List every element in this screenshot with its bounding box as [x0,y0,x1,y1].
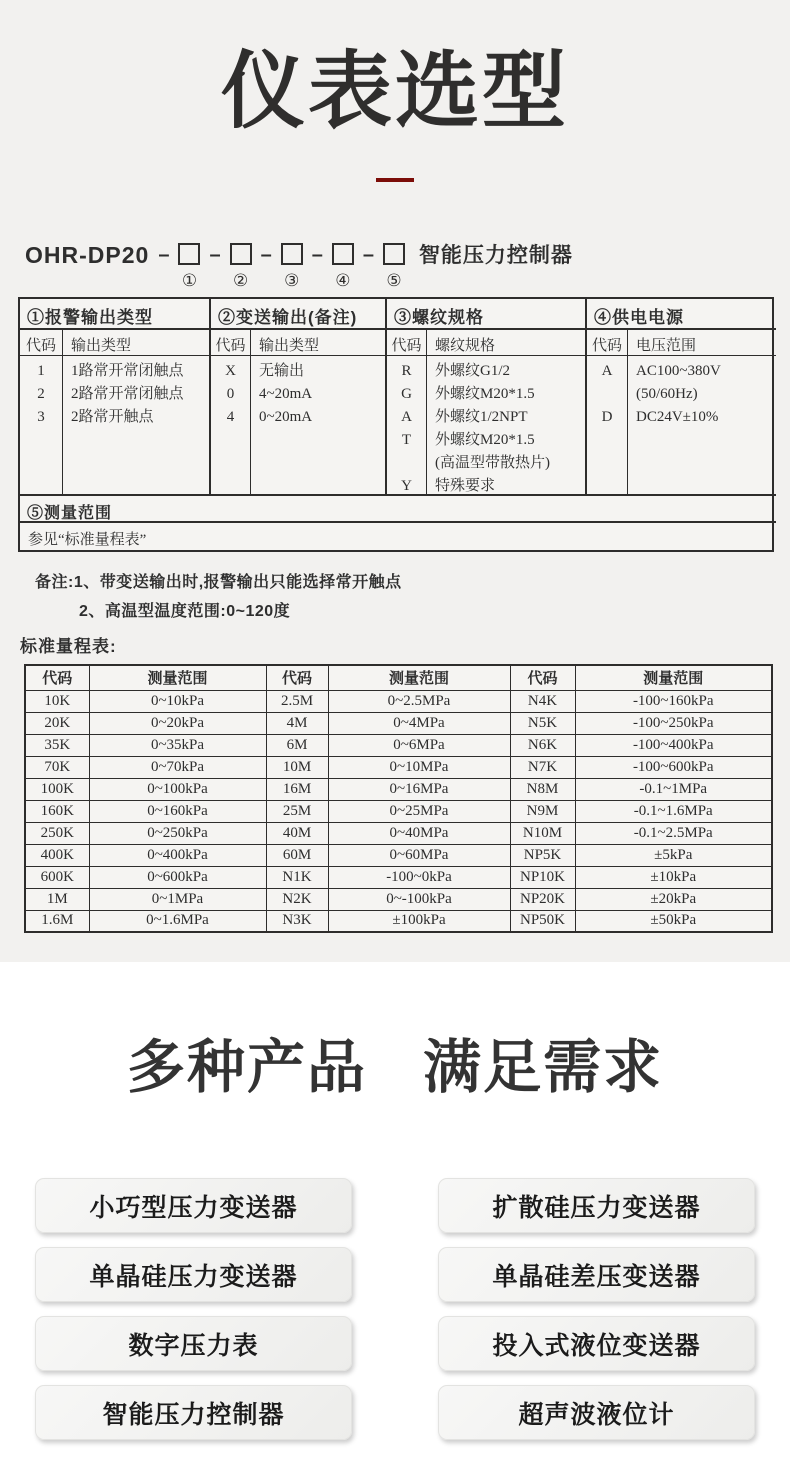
range-code-cell: 6M [266,734,328,756]
value-text: 外螺纹M20*1.5 [435,386,535,402]
product-button[interactable]: 扩散硅压力变送器 [438,1178,755,1233]
code-value: R [401,363,412,379]
range-table-row [25,712,772,734]
value-text: 外螺纹M20*1.5 [435,432,535,448]
range-code-cell: 1.6M [25,910,89,932]
value-text: 4~20mA [259,386,313,402]
product-grid [0,1178,790,1440]
range-value-cell: 0~-100kPa [328,888,510,910]
range-code-cell: N7K [510,756,575,778]
range-code-cell: N5K [510,712,575,734]
range-code-cell: 10K [25,690,89,712]
range-table-row [25,690,772,712]
code-value: X [225,363,236,379]
range-table-row [25,734,772,756]
products-heading-left: 多种产品 [126,1035,367,1100]
range-code-cell: NP10K [510,866,575,888]
note-line-1: 备注:1、带变送输出时,报警输出只能选择常开触点 [35,574,402,591]
model-code-box [281,243,303,265]
model-dash: – [311,244,323,266]
value-text: 外螺纹1/2NPT [435,409,528,425]
code-value: A [601,363,613,379]
range-value-cell: 0~20kPa [89,712,266,734]
range-code-cell: N3K [266,910,328,932]
value-text: AC100~380V [636,363,721,379]
range-code-cell: 60M [266,844,328,866]
note-line-2: 2、高温型温度范围:0~120度 [79,603,291,620]
subheader-code: 代码 [20,328,62,355]
range-table-row [25,910,772,932]
model-dash: – [209,244,221,266]
range-value-cell: ±50kPa [575,910,772,932]
subheader-code: 代码 [209,328,250,355]
range-table-header-cell: 代码 [510,665,575,690]
range-value-cell: -100~0kPa [328,866,510,888]
code-value [587,383,627,406]
range-value-cell: ±10kPa [575,866,772,888]
range-code-cell: N1K [266,866,328,888]
subheader-name: 电压范围 [627,328,776,355]
range-value-cell: 0~160kPa [89,800,266,822]
range-table-header-row [25,665,772,690]
range-value-cell: 0~600kPa [89,866,266,888]
range-table-header-cell: 代码 [25,665,89,690]
model-code-row [25,242,790,289]
value-text: 2路常开常闭触点 [71,386,184,402]
range-table-row [25,888,772,910]
subheader-name: 输出类型 [62,328,209,355]
code-value: 1 [37,363,45,379]
range-value-cell: -100~160kPa [575,690,772,712]
range-code-cell: 250K [25,822,89,844]
model-position-number: ④ [335,271,351,290]
range-value-cell: -0.1~2.5MPa [575,822,772,844]
subheader-code: 代码 [385,328,426,355]
range-table-label: 标准量程表: [20,637,117,656]
title-block [0,0,790,182]
range-code-cell: 40M [266,822,328,844]
title-accent-bar [376,178,414,182]
section-header: ②变送输出(备注) [209,299,385,328]
code-column [585,355,627,494]
value-text: 1路常开常闭触点 [71,363,184,379]
range-code-cell: N10M [510,822,575,844]
model-code-box [383,243,405,265]
range-value-cell: 0~6MPa [328,734,510,756]
range-value-cell: 0~40MPa [328,822,510,844]
range-code-cell: 25M [266,800,328,822]
model-dash: – [158,244,170,266]
range-section-note: 参见“标准量程表” [20,521,776,550]
model-slot-row [149,242,405,289]
model-code-box [178,243,200,265]
range-code-cell: 1M [25,888,89,910]
range-table-row [25,866,772,888]
range-value-cell: -100~600kPa [575,756,772,778]
model-code-box [230,243,252,265]
range-table-header-cell: 测量范围 [575,665,772,690]
range-table-row [25,822,772,844]
range-value-cell: 0~4MPa [328,712,510,734]
range-table-header-cell: 测量范围 [328,665,510,690]
range-value-cell: 0~250kPa [89,822,266,844]
range-code-cell: 160K [25,800,89,822]
code-value: 2 [37,386,45,402]
model-prefix: OHR-DP20 [25,242,150,268]
range-code-cell: N8M [510,778,575,800]
code-value: T [401,432,412,448]
product-button[interactable]: 投入式液位变送器 [438,1316,755,1371]
subheader-code: 代码 [585,328,627,355]
range-value-cell: 0~10kPa [89,690,266,712]
page-title: 仪表选型 [220,44,569,138]
range-value-cell: 0~1MPa [89,888,266,910]
model-slot [332,242,354,289]
range-value-cell: 0~35kPa [89,734,266,756]
range-value-cell: 0~25MPa [328,800,510,822]
range-code-cell: 600K [25,866,89,888]
range-code-cell: NP50K [510,910,575,932]
code-value [387,452,426,475]
value-column [426,355,585,494]
value-column [250,355,385,494]
section-header: ①报警输出类型 [27,308,153,327]
model-slot [383,242,405,289]
code-value: 4 [226,409,235,425]
product-button[interactable]: 数字压力表 [35,1316,352,1371]
model-slot [178,242,200,289]
value-text: 0~20mA [259,409,313,425]
range-value-cell: -100~400kPa [575,734,772,756]
subheader-name: 输出类型 [250,328,385,355]
range-value-cell: ±100kPa [328,910,510,932]
range-code-cell: 16M [266,778,328,800]
subheader-name: 螺纹规格 [426,328,585,355]
range-section-title: ⑤测量范围 [20,494,776,521]
range-value-cell: 0~100kPa [89,778,266,800]
model-position-number: ⑤ [386,271,402,290]
range-code-cell: 10M [266,756,328,778]
range-code-cell: N2K [266,888,328,910]
products-section [0,962,790,1468]
model-slot [230,242,252,289]
range-table-header-cell: 代码 [266,665,328,690]
value-text: 无输出 [259,363,305,379]
range-value-cell: -0.1~1MPa [575,778,772,800]
range-code-cell: 70K [25,756,89,778]
range-table-row [25,756,772,778]
products-heading [0,962,790,1104]
range-table-row [25,800,772,822]
range-value-cell: 0~60MPa [328,844,510,866]
code-value: Y [401,478,412,494]
range-value-cell: 0~1.6MPa [89,910,266,932]
range-code-cell: 2.5M [266,690,328,712]
range-code-cell: 4M [266,712,328,734]
model-position-number: ③ [284,271,300,290]
range-code-cell: NP20K [510,888,575,910]
range-code-cell: 100K [25,778,89,800]
section-header: ④供电电源 [585,299,776,328]
product-button[interactable]: 单晶硅压力变送器 [35,1247,352,1302]
range-value-cell: 0~70kPa [89,756,266,778]
range-code-cell: 400K [25,844,89,866]
products-heading-right: 满足需求 [423,1035,664,1100]
value-text: 外螺纹G1/2 [435,363,511,379]
value-text: DC24V±10% [636,409,719,425]
value-text: 特殊要求 [435,478,496,494]
code-value: 3 [37,409,45,425]
value-text: (50/60Hz) [636,386,698,402]
model-position-number: ② [232,271,249,290]
range-table [24,664,773,933]
code-value: 0 [226,386,235,402]
range-value-cell: -100~250kPa [575,712,772,734]
code-column [385,355,426,494]
value-text: 2路常开触点 [71,409,154,425]
product-button[interactable]: 超声波液位计 [438,1385,755,1440]
product-button[interactable]: 智能压力控制器 [35,1385,352,1440]
range-code-cell: 35K [25,734,89,756]
product-button[interactable]: 单晶硅差压变送器 [438,1247,755,1302]
model-slot [281,242,303,289]
notes-block [35,568,790,626]
range-value-cell: 0~16MPa [328,778,510,800]
range-value-cell: ±5kPa [575,844,772,866]
range-value-cell: 0~2.5MPa [328,690,510,712]
selection-table [18,297,774,552]
range-code-cell: NP5K [510,844,575,866]
range-value-cell: 0~10MPa [328,756,510,778]
range-code-cell: N9M [510,800,575,822]
model-dash: – [362,244,374,266]
range-value-cell: ±20kPa [575,888,772,910]
product-button[interactable]: 小巧型压力变送器 [35,1178,352,1233]
value-text: (高温型带散热片) [435,455,550,471]
range-code-cell: N6K [510,734,575,756]
value-column [62,355,209,494]
code-value: A [401,409,412,425]
model-suffix: 智能压力控制器 [418,244,573,267]
range-table-header-cell: 测量范围 [89,665,266,690]
range-code-cell: 20K [25,712,89,734]
range-table-row [25,844,772,866]
range-code-cell: N4K [510,690,575,712]
section-header: ③螺纹规格 [385,299,585,328]
code-column [20,355,62,494]
value-column [627,355,776,494]
range-value-cell: -0.1~1.6MPa [575,800,772,822]
code-value: D [601,409,613,425]
code-value: G [401,386,412,402]
model-position-number: ① [181,271,198,290]
model-dash: – [260,244,272,266]
model-code-box [332,243,354,265]
range-value-cell: 0~400kPa [89,844,266,866]
range-table-row [25,778,772,800]
code-column [209,355,250,494]
